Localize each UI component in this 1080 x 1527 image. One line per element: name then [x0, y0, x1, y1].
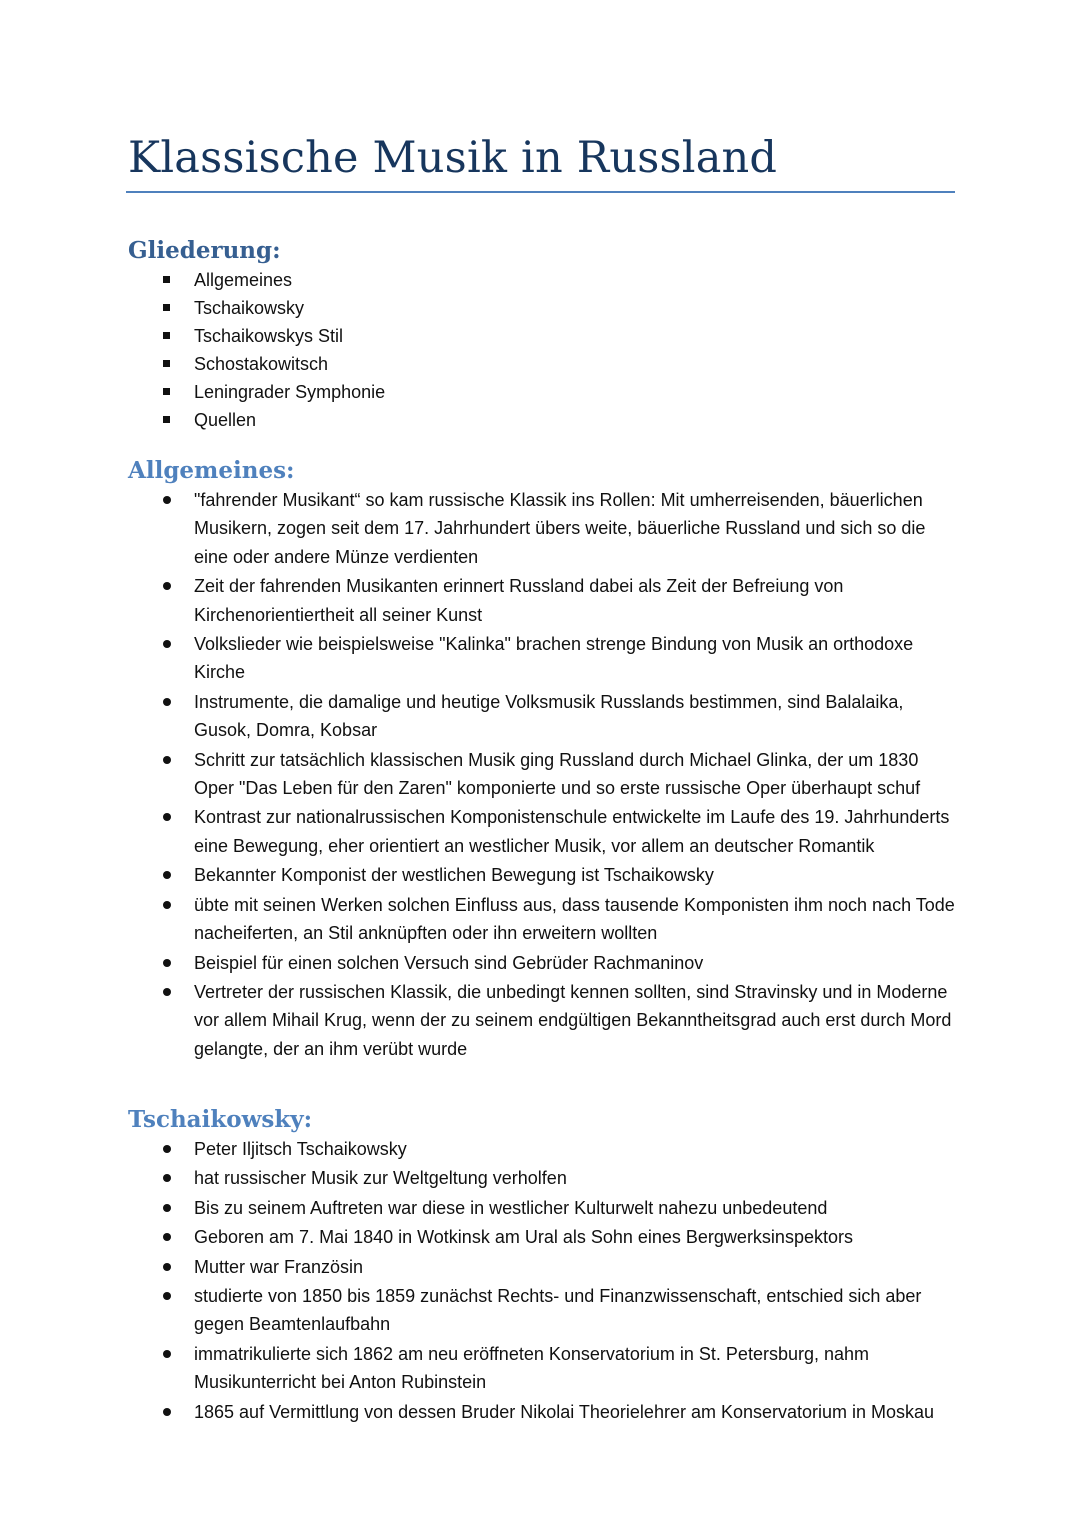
list-item: Instrumente, die damalige und heutige Volksmusik Russlands bestimmen, sind Balalaika, Gusok, Domra, Kobsar — [128, 688, 958, 745]
list-item: immatrikulierte sich 1862 am neu eröffneten Konservatorium in St. Petersburg, nahm Musikunterricht bei Anton Rubinstein — [128, 1340, 958, 1397]
list-item: Bis zu seinem Auftreten war diese in westlicher Kulturwelt nahezu unbedeutend — [128, 1194, 958, 1222]
section-heading-gliederung: Gliederung: — [128, 237, 281, 264]
section-allgemeines — [128, 456, 958, 1063]
list-item: Volkslieder wie beispielsweise "Kalinka" brachen strenge Bindung von Musik an orthodoxe Kirche — [128, 630, 958, 687]
title-underline — [126, 191, 955, 193]
document-title: Klassische Musik in Russland — [128, 133, 778, 183]
list-item: Vertreter der russischen Klassik, die unbedingt kennen sollten, sind Stravinsky und in Moderne vor allem Mihail Krug, wenn der zu seinem endgültigen Bekanntheitsgrad auch erst durch Mord gelangte, der an ihm verübt wurde — [128, 978, 958, 1063]
list-item: Kontrast zur nationalrussischen Komponistenschule entwickelte im Laufe des 19. Jahrhunderts eine Bewegung, eher orientiert an westlicher Musik, vor allem an deutscher Romantik — [128, 803, 958, 860]
list-item: Beispiel für einen solchen Versuch sind Gebrüder Rachmaninov — [128, 949, 958, 977]
list-item: Schostakowitsch — [128, 350, 958, 378]
list-item: Zeit der fahrenden Musikanten erinnert Russland dabei als Zeit der Befreiung von Kirchenorientiertheit all seiner Kunst — [128, 572, 958, 629]
list-item: Schritt zur tatsächlich klassischen Musik ging Russland durch Michael Glinka, der um 1830 Oper "Das Leben für den Zaren" komponierte und so erste russische Oper überhaupt schuf — [128, 746, 958, 803]
list-item: 1865 auf Vermittlung von dessen Bruder Nikolai Theorielehrer am Konservatorium in Moskau — [128, 1398, 958, 1426]
list-item: Allgemeines — [128, 266, 958, 294]
section-tschaikowsky — [128, 1105, 958, 1426]
list-item: studierte von 1850 bis 1859 zunächst Rechts- und Finanzwissenschaft, entschied sich aber gegen Beamtenlaufbahn — [128, 1282, 958, 1339]
section-heading-allgemeines: Allgemeines: — [128, 457, 295, 484]
list-item: Geboren am 7. Mai 1840 in Wotkinsk am Ural als Sohn eines Bergwerksinspektors — [128, 1223, 958, 1251]
section-heading-tschaikowsky: Tschaikowsky: — [128, 1106, 313, 1133]
list-item: Peter Iljitsch Tschaikowsky — [128, 1135, 958, 1163]
list-item: Bekannter Komponist der westlichen Bewegung ist Tschaikowsky — [128, 861, 958, 889]
list-item: Tschaikowskys Stil — [128, 322, 958, 350]
list-item: übte mit seinen Werken solchen Einfluss aus, dass tausende Komponisten ihm noch nach Tode nacheiferten, an Stil anknüpften oder ihn erweitern wollten — [128, 891, 958, 948]
list-item: "fahrender Musikant“ so kam russische Klassik ins Rollen: Mit umherreisenden, bäuerlichen Musikern, zogen seit dem 17. Jahrhundert übers weite, bäuerliche Russland und sich so die eine oder andere Münze verdienten — [128, 486, 958, 571]
list-item: hat russischer Musik zur Weltgeltung verholfen — [128, 1164, 958, 1192]
allgemeines-list — [128, 486, 958, 1063]
list-item: Tschaikowsky — [128, 294, 958, 322]
section-gliederung — [128, 236, 958, 434]
list-item: Leningrader Symphonie — [128, 378, 958, 406]
outline-list — [128, 266, 958, 434]
list-item: Quellen — [128, 406, 958, 434]
tschaikowsky-list — [128, 1135, 958, 1426]
list-item: Mutter war Französin — [128, 1253, 958, 1281]
